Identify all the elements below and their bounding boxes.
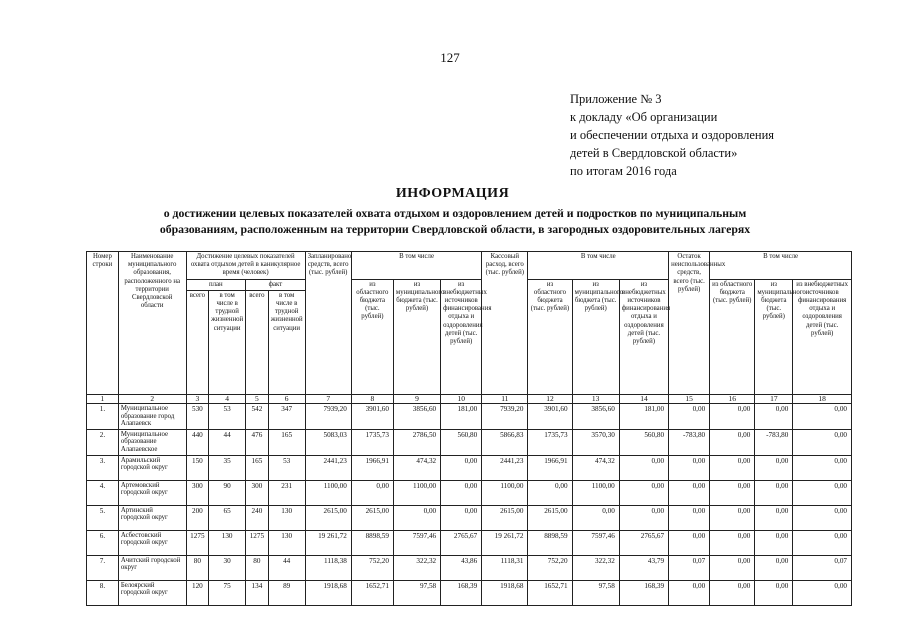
header-regional-budget: из областного бюджета (тыс. рублей) <box>351 279 393 394</box>
table-row <box>87 429 852 455</box>
header-extrabudget: из внебюджетных источников финансирования отдыха и оздоровления детей (тыс. рублей) <box>619 279 668 394</box>
count-cell: 542 <box>246 404 269 430</box>
amount-cell: 560,80 <box>619 429 668 455</box>
header-fact: факт <box>246 279 306 290</box>
amount-cell: 168,39 <box>441 580 482 605</box>
count-cell: 231 <box>268 480 305 505</box>
amount-cell: 3570,30 <box>572 429 619 455</box>
count-cell: 130 <box>209 530 246 555</box>
count-cell: 80 <box>246 555 269 580</box>
table-body <box>87 404 852 606</box>
header-including: В том числе <box>710 252 852 280</box>
amount-cell: 322,32 <box>572 555 619 580</box>
amount-cell: 2615,00 <box>528 505 572 530</box>
amount-cell: 0,00 <box>793 404 852 430</box>
amount-cell: 0,00 <box>669 404 710 430</box>
amount-cell: 0,00 <box>710 455 755 480</box>
header-municipal-budget: из муниципального бюджета (тыс. рублей) <box>755 279 793 394</box>
header-plan-total: всего <box>186 290 209 394</box>
amount-cell: 0,00 <box>793 530 852 555</box>
amount-cell: 5083,03 <box>305 429 351 455</box>
amount-cell: 7939,20 <box>305 404 351 430</box>
appendix-line: Приложение № 3 <box>570 92 662 106</box>
amount-cell: 2441,23 <box>305 455 351 480</box>
column-index: 1 <box>87 394 119 403</box>
amount-cell: 3901,60 <box>528 404 572 430</box>
count-cell: 53 <box>268 455 305 480</box>
amount-cell: 3856,60 <box>572 404 619 430</box>
amount-cell: 0,00 <box>619 505 668 530</box>
amount-cell: 0,00 <box>572 505 619 530</box>
row-number-cell: 3. <box>87 455 119 480</box>
row-number-cell: 4. <box>87 480 119 505</box>
count-cell: 476 <box>246 429 269 455</box>
header-targets: Достижение целевых показателей охвата отдыхом детей в каникулярное время (человек) <box>186 252 305 280</box>
amount-cell: 0,00 <box>351 480 393 505</box>
amount-cell: 0,07 <box>793 555 852 580</box>
count-cell: 53 <box>209 404 246 430</box>
column-index: 13 <box>572 394 619 403</box>
amount-cell: 7597,46 <box>393 530 440 555</box>
header-row-number: Номер строки <box>87 252 119 395</box>
header-fact-total: всего <box>246 290 269 394</box>
amount-cell: 1118,38 <box>305 555 351 580</box>
count-cell: 30 <box>209 555 246 580</box>
amount-cell: 1966,91 <box>351 455 393 480</box>
column-index: 4 <box>209 394 246 403</box>
amount-cell: 2615,00 <box>482 505 528 530</box>
data-table <box>86 251 852 606</box>
municipality-cell: Асбестовский городской округ <box>118 530 186 555</box>
table-row <box>87 580 852 605</box>
header-unused-balance: Остаток неиспользованных средств, всего (тыс. рублей) <box>669 252 710 395</box>
count-cell: 89 <box>268 580 305 605</box>
amount-cell: 0,00 <box>793 480 852 505</box>
count-cell: 75 <box>209 580 246 605</box>
appendix-line: и обеспечении отдыха и оздоровления <box>570 128 775 142</box>
amount-cell: 0,07 <box>669 555 710 580</box>
amount-cell: 19 261,72 <box>305 530 351 555</box>
amount-cell: 1652,71 <box>351 580 393 605</box>
amount-cell: 1918,68 <box>305 580 351 605</box>
count-cell: 165 <box>268 429 305 455</box>
column-index: 12 <box>528 394 572 403</box>
amount-cell: -783,80 <box>669 429 710 455</box>
amount-cell: 5866,83 <box>482 429 528 455</box>
amount-cell: 0,00 <box>793 580 852 605</box>
amount-cell: 2765,67 <box>441 530 482 555</box>
column-index: 7 <box>305 394 351 403</box>
amount-cell: 8898,59 <box>528 530 572 555</box>
row-number-cell: 8. <box>87 580 119 605</box>
header-plan-difficult: в том числе в трудной жизненной ситуации <box>209 290 246 394</box>
amount-cell: -783,80 <box>755 429 793 455</box>
appendix-note <box>570 90 774 180</box>
column-index: 10 <box>441 394 482 403</box>
amount-cell: 1100,00 <box>572 480 619 505</box>
count-cell: 440 <box>186 429 209 455</box>
amount-cell: 0,00 <box>793 455 852 480</box>
amount-cell: 0,00 <box>669 480 710 505</box>
amount-cell: 0,00 <box>710 530 755 555</box>
municipality-cell: Муниципальное образование Алапаевское <box>118 429 186 455</box>
amount-cell: 0,00 <box>793 505 852 530</box>
municipality-cell: Арамильский городской округ <box>118 455 186 480</box>
appendix-line: по итогам 2016 года <box>570 164 677 178</box>
amount-cell: 0,00 <box>393 505 440 530</box>
amount-cell: 0,00 <box>793 429 852 455</box>
amount-cell: 0,00 <box>755 480 793 505</box>
amount-cell: 474,32 <box>393 455 440 480</box>
amount-cell: 2765,67 <box>619 530 668 555</box>
table-row <box>87 455 852 480</box>
municipality-cell: Артинский городской округ <box>118 505 186 530</box>
count-cell: 240 <box>246 505 269 530</box>
amount-cell: 0,00 <box>710 480 755 505</box>
amount-cell: 2786,50 <box>393 429 440 455</box>
row-number-cell: 2. <box>87 429 119 455</box>
row-number-cell: 7. <box>87 555 119 580</box>
amount-cell: 3901,60 <box>351 404 393 430</box>
amount-cell: 0,00 <box>710 555 755 580</box>
amount-cell: 1100,00 <box>393 480 440 505</box>
column-index: 6 <box>268 394 305 403</box>
amount-cell: 322,32 <box>393 555 440 580</box>
amount-cell: 0,00 <box>710 580 755 605</box>
amount-cell: 1100,00 <box>305 480 351 505</box>
appendix-line: детей в Свердловской области» <box>570 146 738 160</box>
amount-cell: 0,00 <box>441 455 482 480</box>
amount-cell: 1735,73 <box>351 429 393 455</box>
amount-cell: 181,00 <box>441 404 482 430</box>
amount-cell: 7939,20 <box>482 404 528 430</box>
page-number: 127 <box>440 50 460 65</box>
count-cell: 130 <box>268 530 305 555</box>
amount-cell: 0,00 <box>441 505 482 530</box>
amount-cell: 0,00 <box>669 530 710 555</box>
count-cell: 165 <box>246 455 269 480</box>
column-index: 18 <box>793 394 852 403</box>
row-number-cell: 1. <box>87 404 119 430</box>
amount-cell: 0,00 <box>755 580 793 605</box>
amount-cell: 2615,00 <box>351 505 393 530</box>
amount-cell: 752,20 <box>351 555 393 580</box>
header-municipality: Наименование муниципального образования, расположенного на территории Свердловской области <box>118 252 186 395</box>
amount-cell: 0,00 <box>528 480 572 505</box>
row-number-cell: 6. <box>87 530 119 555</box>
amount-cell: 43,79 <box>619 555 668 580</box>
table-row <box>87 404 852 430</box>
amount-cell: 0,00 <box>669 580 710 605</box>
amount-cell: 97,58 <box>572 580 619 605</box>
column-index: 15 <box>669 394 710 403</box>
document-subtitle <box>60 205 850 237</box>
amount-cell: 1918,68 <box>482 580 528 605</box>
header-fact-difficult: в том числе в трудной жизненной ситуации <box>268 290 305 394</box>
header-including: В том числе <box>351 252 481 280</box>
amount-cell: 0,00 <box>441 480 482 505</box>
header-row <box>87 279 852 290</box>
amount-cell: 0,00 <box>755 530 793 555</box>
amount-cell: 1100,00 <box>482 480 528 505</box>
count-cell: 134 <box>246 580 269 605</box>
amount-cell: 3856,60 <box>393 404 440 430</box>
subtitle-line: о достижении целевых показателей охвата отдыхом и оздоровлением детей и подростков по муниципальным <box>163 206 747 220</box>
table-row <box>87 555 852 580</box>
count-cell: 530 <box>186 404 209 430</box>
amount-cell: 0,00 <box>755 455 793 480</box>
document-title: ИНФОРМАЦИЯ <box>395 186 510 201</box>
header-row <box>87 252 852 280</box>
amount-cell: 43,86 <box>441 555 482 580</box>
appendix-line: к докладу «Об организации <box>570 110 718 124</box>
count-cell: 300 <box>186 480 209 505</box>
amount-cell: 181,00 <box>619 404 668 430</box>
count-cell: 80 <box>186 555 209 580</box>
amount-cell: 1118,31 <box>482 555 528 580</box>
municipality-cell: Ачитский городской округ <box>118 555 186 580</box>
amount-cell: 0,00 <box>669 455 710 480</box>
count-cell: 130 <box>268 505 305 530</box>
amount-cell: 0,00 <box>619 455 668 480</box>
amount-cell: 1966,91 <box>528 455 572 480</box>
column-index: 16 <box>710 394 755 403</box>
count-cell: 65 <box>209 505 246 530</box>
amount-cell: 0,00 <box>755 404 793 430</box>
count-cell: 1275 <box>246 530 269 555</box>
amount-cell: 0,00 <box>669 505 710 530</box>
column-index: 17 <box>755 394 793 403</box>
column-index: 9 <box>393 394 440 403</box>
municipality-cell: Муниципальное образование город Алапаевск <box>118 404 186 430</box>
column-index: 3 <box>186 394 209 403</box>
amount-cell: 168,39 <box>619 580 668 605</box>
amount-cell: 1652,71 <box>528 580 572 605</box>
amount-cell: 2615,00 <box>305 505 351 530</box>
header-regional-budget: из областного бюджета (тыс. рублей) <box>528 279 572 394</box>
amount-cell: 752,20 <box>528 555 572 580</box>
municipality-cell: Белоярский городской округ <box>118 580 186 605</box>
count-cell: 35 <box>209 455 246 480</box>
header-regional-budget: из областного бюджета (тыс. рублей) <box>710 279 755 394</box>
header-extrabudget: из внебюджетных источников финансирования отдыха и оздоровления детей (тыс. рублей) <box>793 279 852 394</box>
amount-cell: 0,00 <box>619 480 668 505</box>
subtitle-line: образованиям, расположенным на территории Свердловской области, в загородных оздоровительных лагерях <box>159 222 751 236</box>
amount-cell: 0,00 <box>710 505 755 530</box>
count-cell: 44 <box>209 429 246 455</box>
table-row <box>87 480 852 505</box>
amount-cell: 0,00 <box>710 429 755 455</box>
table-row <box>87 505 852 530</box>
count-cell: 150 <box>186 455 209 480</box>
count-cell: 300 <box>246 480 269 505</box>
header-plan: план <box>186 279 246 290</box>
count-cell: 120 <box>186 580 209 605</box>
amount-cell: 2441,23 <box>482 455 528 480</box>
amount-cell: 560,80 <box>441 429 482 455</box>
amount-cell: 0,00 <box>755 555 793 580</box>
amount-cell: 97,58 <box>393 580 440 605</box>
row-number-cell: 5. <box>87 505 119 530</box>
header-cash-expense: Кассовый расход, всего (тыс. рублей) <box>482 252 528 395</box>
count-cell: 1275 <box>186 530 209 555</box>
table-row <box>87 530 852 555</box>
header-including: В том числе <box>528 252 669 280</box>
amount-cell: 7597,46 <box>572 530 619 555</box>
amount-cell: 0,00 <box>710 404 755 430</box>
column-index: 14 <box>619 394 668 403</box>
column-index: 11 <box>482 394 528 403</box>
amount-cell: 474,32 <box>572 455 619 480</box>
amount-cell: 19 261,72 <box>482 530 528 555</box>
header-municipal-budget: из муниципального бюджета (тыс. рублей) <box>393 279 440 394</box>
header-municipal-budget: из муниципального бюджета (тыс. рублей) <box>572 279 619 394</box>
column-index: 8 <box>351 394 393 403</box>
column-index-row <box>87 394 852 403</box>
amount-cell: 8898,59 <box>351 530 393 555</box>
column-index: 2 <box>118 394 186 403</box>
count-cell: 200 <box>186 505 209 530</box>
header-extrabudget: из внебюджетных источников финансирования отдыха и оздоровления детей (тыс. рублей) <box>441 279 482 394</box>
municipality-cell: Артемовский городской округ <box>118 480 186 505</box>
amount-cell: 1735,73 <box>528 429 572 455</box>
header-planned-funds: Запланировано средств, всего (тыс. рублей) <box>305 252 351 395</box>
column-index: 5 <box>246 394 269 403</box>
count-cell: 90 <box>209 480 246 505</box>
amount-cell: 0,00 <box>755 505 793 530</box>
count-cell: 347 <box>268 404 305 430</box>
count-cell: 44 <box>268 555 305 580</box>
